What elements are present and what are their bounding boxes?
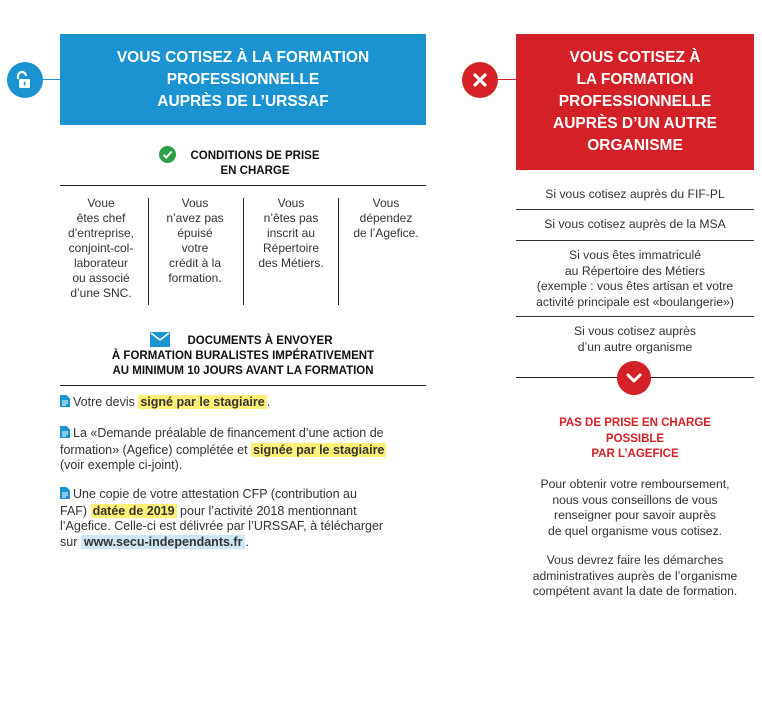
steps-paragraph: Vous devrez faire les démarches administratives auprès de l’organisme compétent avant la date de formation. (532, 553, 738, 598)
case-separator (516, 240, 754, 241)
column-divider (243, 198, 244, 305)
column-divider (148, 198, 149, 305)
condition-column: Vous dépendez de l’Agefice. (353, 196, 419, 240)
conditions-title: CONDITIONS DE PRISE EN CHARGE (190, 150, 320, 177)
connector-line (43, 79, 60, 80)
document-item: La «Demande préalable de financement d’une action de formation» (Agefice) complétée et signée par le stagiaire (voir exemple ci-joint). (60, 426, 385, 472)
advice-paragraph: Pour obtenir votre remboursement, nous vous conseillons de vous renseigner pour savoir auprès de quel organisme vous cotisez. (540, 477, 730, 538)
document-icon (60, 426, 70, 443)
chevron-down-icon (617, 361, 651, 395)
conditions-divider (60, 185, 426, 186)
case-item: Si vous êtes immatriculé au Répertoire des Métiers (exemple : vous êtes artisan et votre activité principale est «boulangerie») (536, 248, 734, 309)
case-item: Si vous cotisez auprès de la MSA (544, 217, 726, 231)
document-icon (60, 487, 70, 504)
documents-divider (60, 385, 426, 386)
case-item: Si vous cotisez auprès du FIF-PL (545, 187, 725, 201)
case-item: Si vous cotisez auprès d’un autre organisme (574, 324, 696, 354)
case-separator (516, 209, 754, 210)
document-icon (60, 395, 70, 412)
condition-column: Vous n’êtes pas inscrit au Répertoire des Métiers. (258, 196, 324, 270)
condition-column: Voue êtes chef d’entreprise, conjoint-col- laborateur ou associé d’une SNC. (67, 196, 135, 300)
documents-title: DOCUMENTS À ENVOYER À FORMATION BURALISTES IMPÉRATIVEMENT AU MINIMUM 10 JOURS AVANT LA FORMATION (111, 335, 375, 377)
document-item: Une copie de votre attestation CFP (contribution au FAF) datée de 2019 pour l’activité 2018 mentionnant l’Agefice. Celle-ci est délivrée par l’URSSAF, à télécharger sur www.secu-independants.fr . (60, 487, 384, 549)
urssaf-link[interactable]: www.secu-independants.fr (81, 535, 246, 549)
no-coverage-title: PAS DE PRISE EN CHARGE POSSIBLE PAR L’AGEFICE (559, 417, 711, 460)
document-item: Votre devis signé par le stagiaire . (60, 395, 430, 412)
connector-line (498, 79, 516, 80)
close-icon (462, 62, 498, 98)
case-separator (516, 316, 754, 317)
unlock-icon (7, 62, 43, 98)
other-organism-header: VOUS COTISEZ À LA FORMATION PROFESSIONNELLE AUPRÈS D’UN AUTRE ORGANISME (516, 34, 754, 170)
condition-column: Vous n’avez pas épuisé votre crédit à la formation. (166, 196, 224, 285)
urssaf-header: VOUS COTISEZ À LA FORMATION PROFESSIONNELLE AUPRÈS DE L’URSSAF (60, 34, 426, 125)
column-divider (338, 198, 339, 305)
